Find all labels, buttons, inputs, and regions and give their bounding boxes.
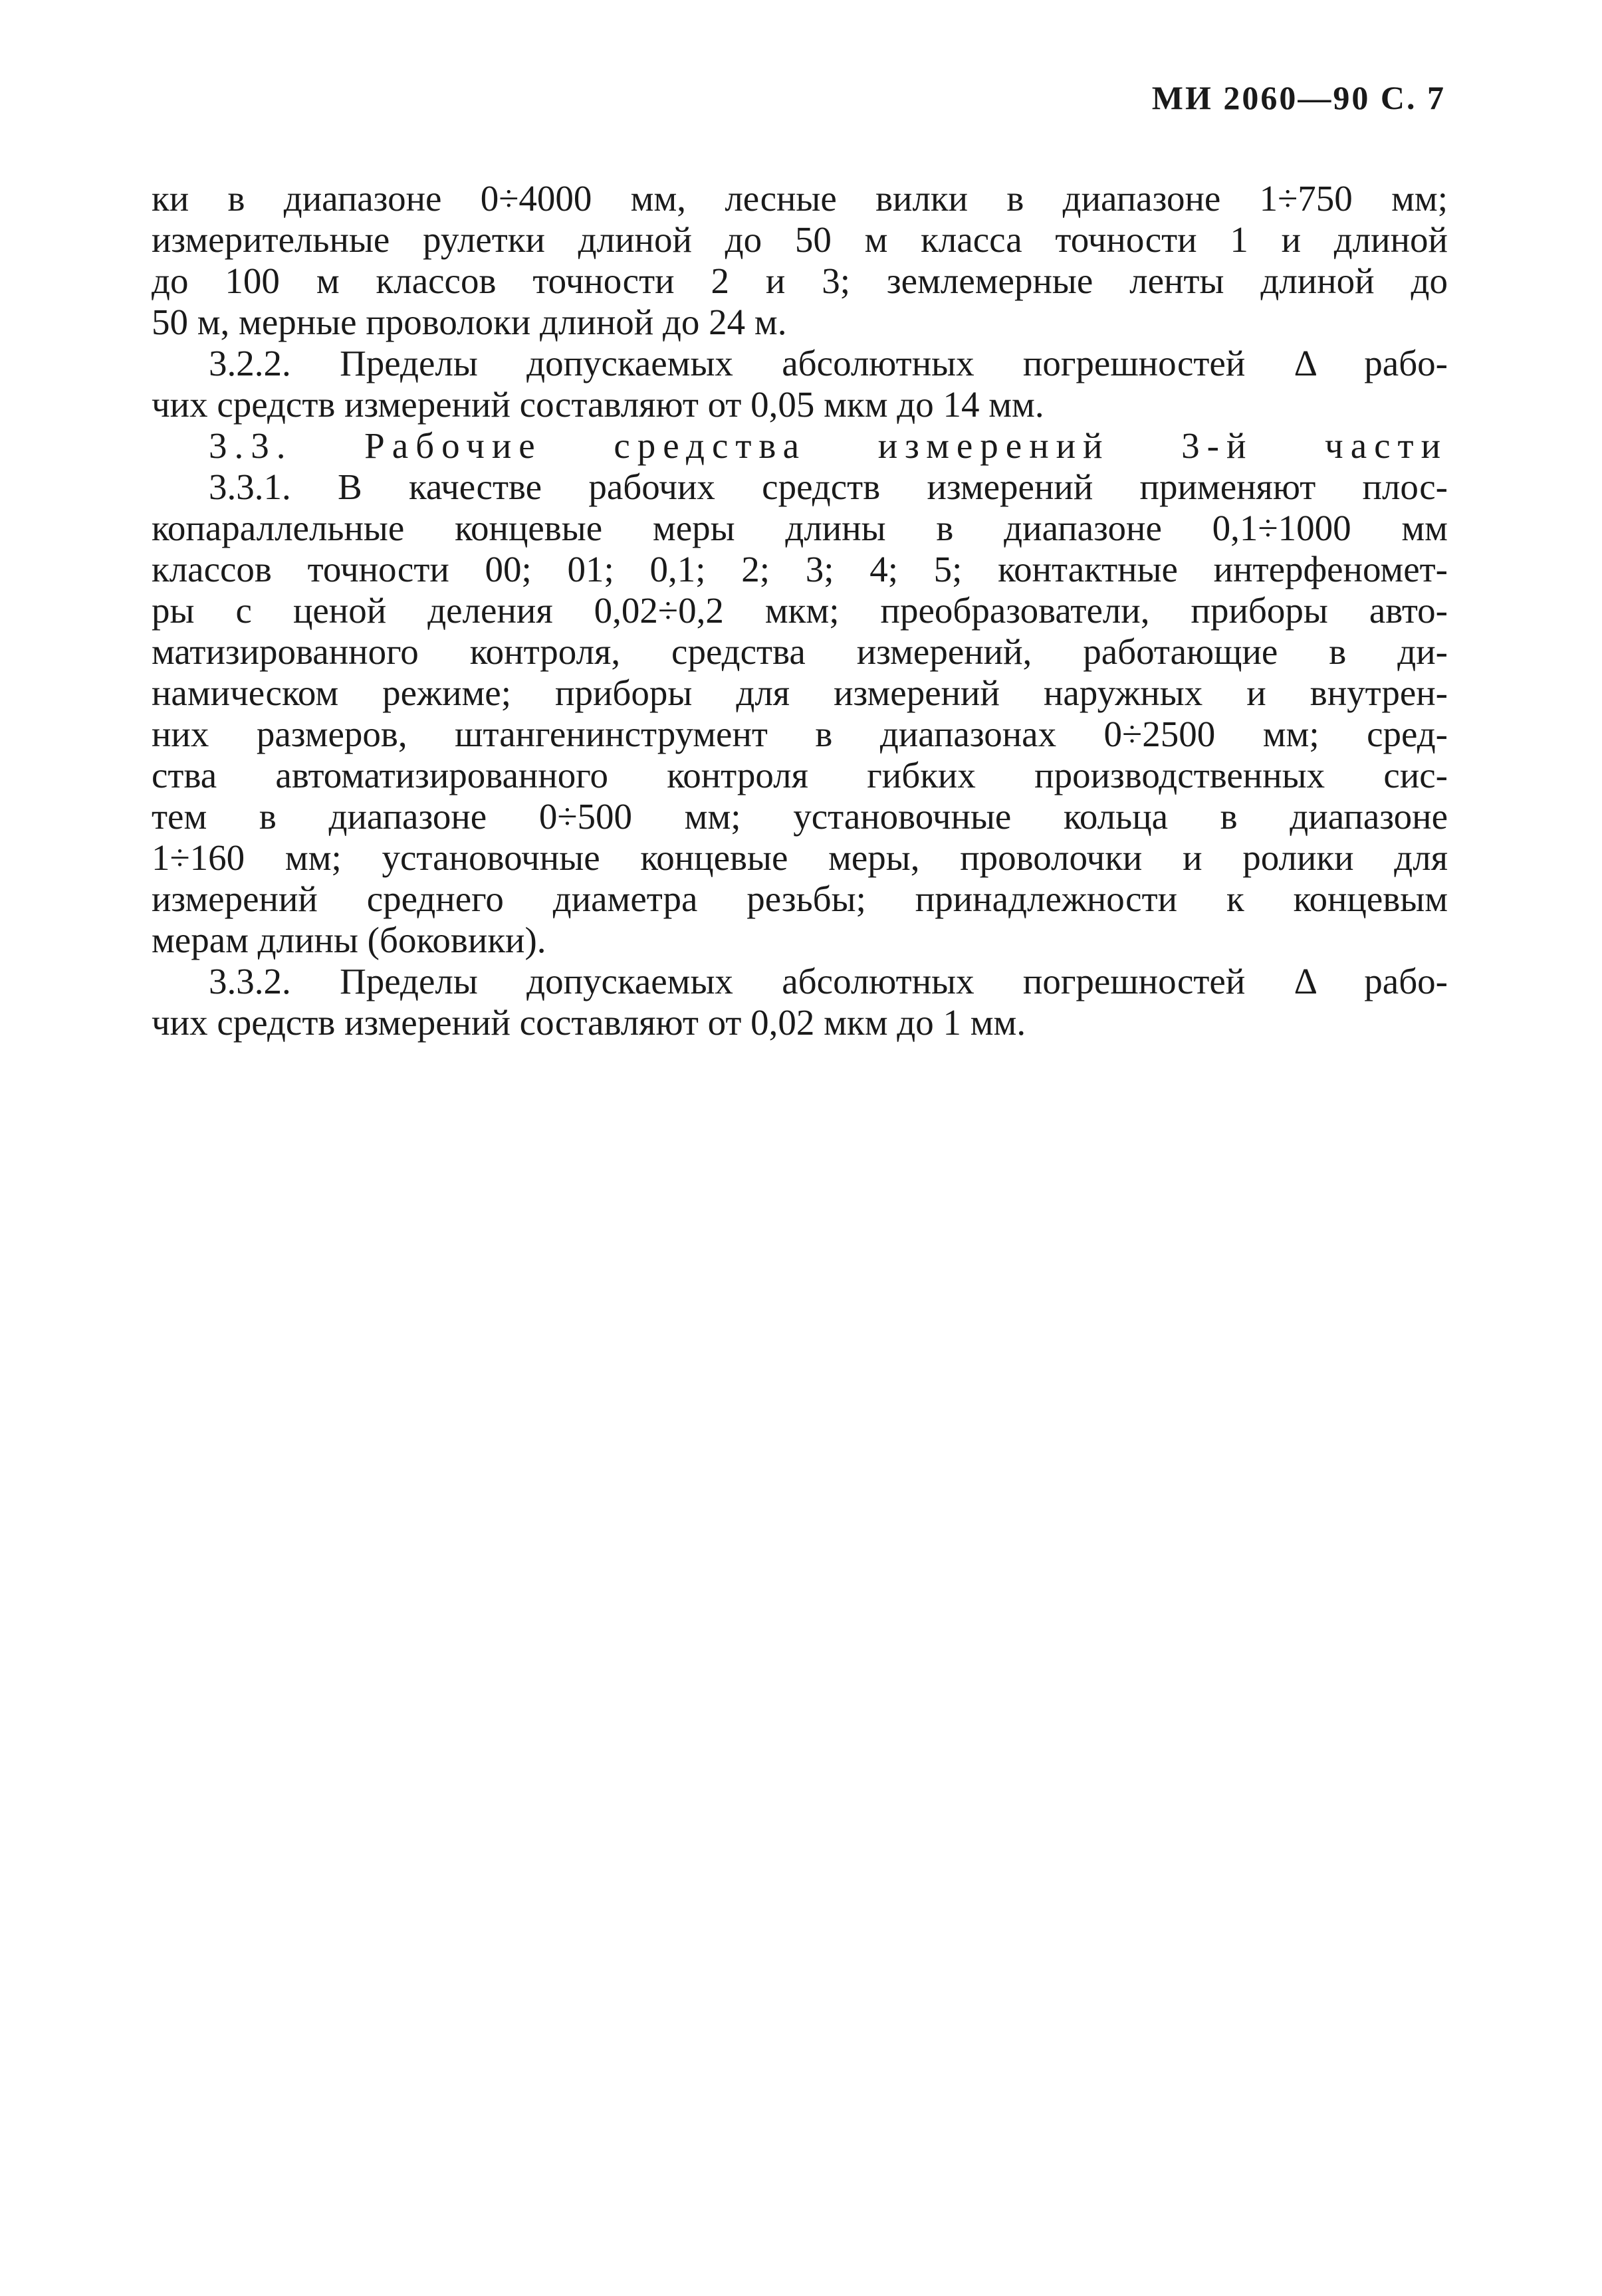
text-line: чих средств измерений составляют от 0,02 мкм до 1 мм.	[152, 1002, 1026, 1043]
text-line: измерений среднего диаметра резьбы; принадлежности к концевым	[152, 879, 1448, 919]
paragraph-3-3-2	[152, 961, 1448, 1043]
text-line: 3.3.2. Пределы допускаемых абсолютных погрешностей Δ рабо-	[209, 961, 1448, 1001]
text-line: измерительные рулетки длиной до 50 м класса точности 1 и длиной	[152, 219, 1448, 260]
text-line: намическом режиме; приборы для измерений наружных и внутрен-	[152, 673, 1448, 713]
text-line: до 100 м классов точности 2 и 3; землемерные ленты длиной до	[152, 261, 1448, 301]
paragraph-continuation	[152, 178, 1448, 343]
text-line: 1÷160 мм; установочные концевые меры, проволочки и ролики для	[152, 837, 1448, 878]
section-heading-3-3	[152, 425, 1448, 467]
body-text	[152, 178, 1448, 1043]
section-heading: 3.3. Рабочие средства измерений 3-й части	[209, 425, 1448, 466]
text-line: 50 м, мерные проволоки длиной до 24 м.	[152, 302, 787, 342]
text-line: ки в диапазоне 0÷4000 мм, лесные вилки в диапазоне 1÷750 мм;	[152, 178, 1448, 219]
text-line: ры с ценой деления 0,02÷0,2 мкм; преобразователи, приборы авто-	[152, 590, 1448, 631]
text-line: них размеров, штангенинструмент в диапазонах 0÷2500 мм; сред-	[152, 714, 1448, 754]
running-header: МИ 2060—90 С. 7	[1151, 79, 1446, 116]
text-line: тем в диапазоне 0÷500 мм; установочные кольца в диапазоне	[152, 796, 1448, 837]
text-line: мерам длины (боковики).	[152, 920, 546, 960]
text-line: копараллельные концевые меры длины в диапазоне 0,1÷1000 мм	[152, 508, 1448, 548]
text-line: ства автоматизированного контроля гибких производственных сис-	[152, 755, 1448, 795]
text-line: матизированного контроля, средства измерений, работающие в ди-	[152, 631, 1448, 672]
paragraph-3-2-2	[152, 343, 1448, 425]
text-line: чих средств измерений составляют от 0,05 мкм до 14 мм.	[152, 384, 1044, 425]
text-line: классов точности 00; 01; 0,1; 2; 3; 4; 5; контактные интерфеномет-	[152, 549, 1448, 589]
text-line: 3.2.2. Пределы допускаемых абсолютных погрешностей Δ рабо-	[209, 343, 1448, 383]
text-line: 3.3.1. В качестве рабочих средств измерений применяют плос-	[209, 467, 1448, 507]
paragraph-3-3-1	[152, 467, 1448, 961]
